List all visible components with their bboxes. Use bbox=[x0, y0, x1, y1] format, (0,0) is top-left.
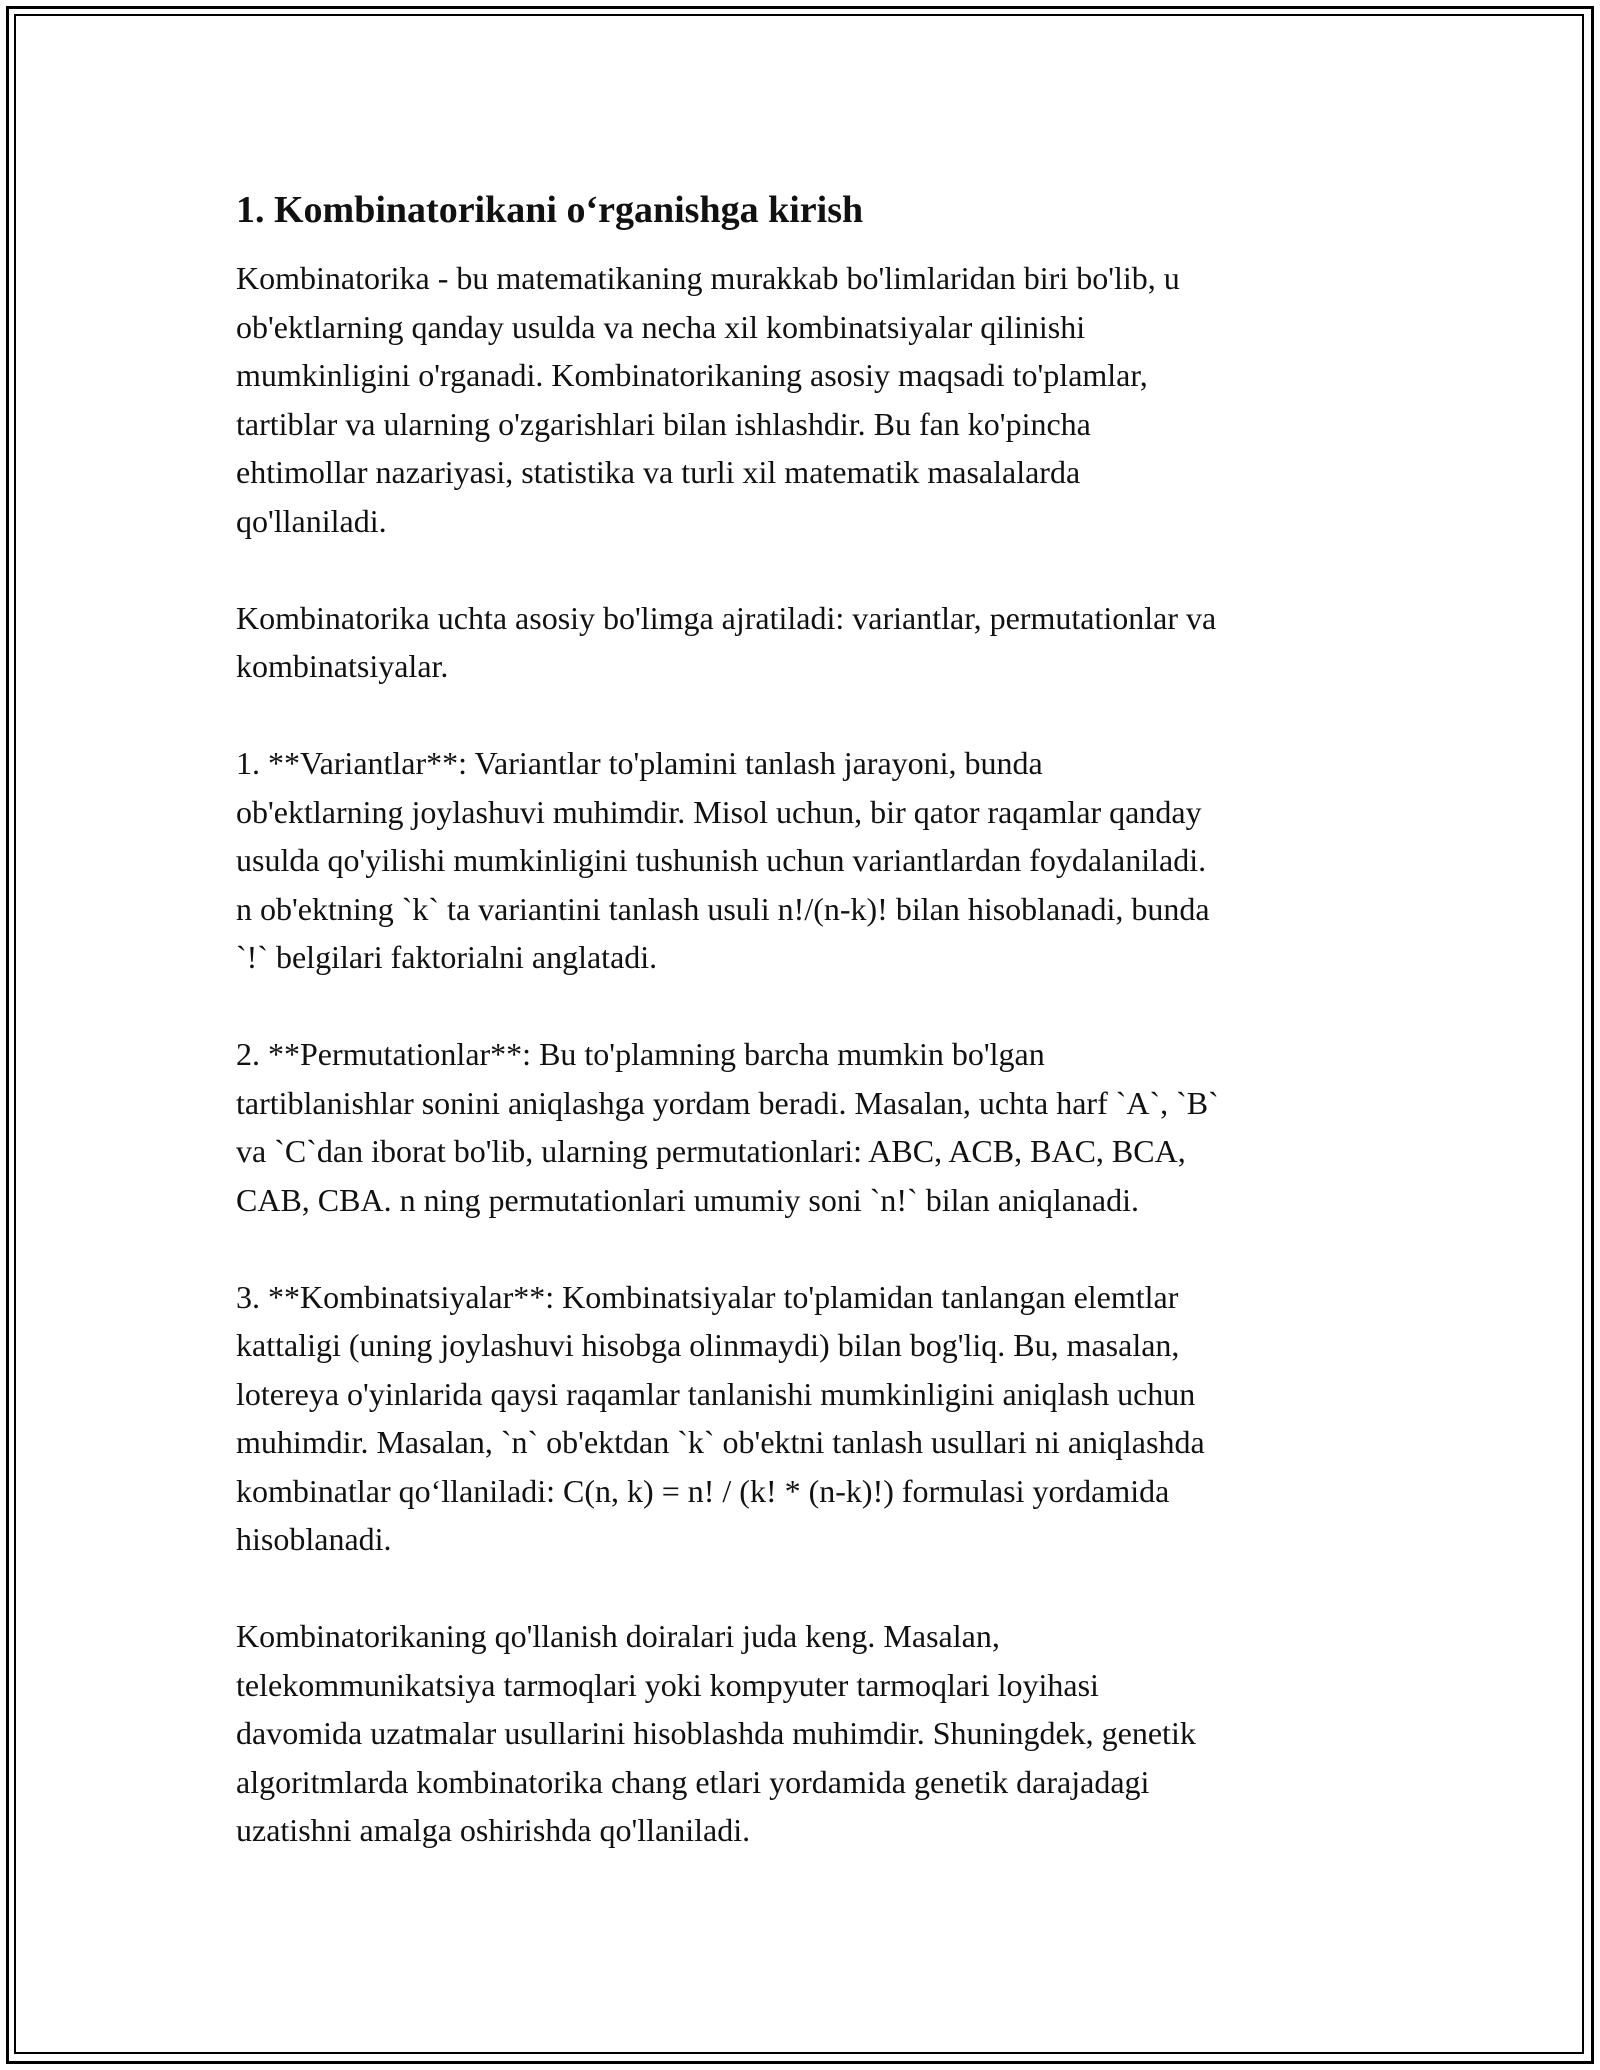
paragraph-sections bbox=[236, 594, 1376, 691]
text-line: usulda qo'yilishi mumkinligini tushunish uchun variantlardan foydalaniladi. bbox=[236, 842, 1207, 878]
paragraph-permutations bbox=[236, 1030, 1376, 1224]
text-line: tartiblanishlar sonini aniqlashga yordam beradi. Masalan, uchta harf `A`, `B` bbox=[236, 1084, 1219, 1121]
text-line: 2. **Permutationlar**: Bu to'plamning barcha mumkin bo'lgan bbox=[236, 1036, 1045, 1072]
text-line: `!` belgilari faktorialni anglatadi. bbox=[236, 939, 658, 975]
paragraph-combinations bbox=[236, 1273, 1376, 1564]
text-line: uzatishni amalga oshirishda qo'llaniladi. bbox=[236, 1812, 751, 1848]
text-line: 3. **Kombinatsiyalar**: Kombinatsiyalar to'plamidan tanlangan elemtlar bbox=[236, 1278, 1179, 1315]
text-line: muhimdir. Masalan, `n` ob'ektdan `k` ob'ektni tanlash usullari ni aniqlashda bbox=[236, 1424, 1205, 1460]
text-line: kombinatsiyalar. bbox=[236, 648, 449, 684]
text-line: Kombinatorika uchta asosiy bo'limga ajratiladi: variantlar, permutationlar va bbox=[236, 599, 1217, 636]
text-line: mumkinligini o'rganadi. Kombinatorikaning asosiy maqsadi to'plamlar, bbox=[236, 357, 1148, 393]
text-line: ob'ektlarning qanday usulda va necha xil kombinatsiyalar qilinishi bbox=[236, 308, 1086, 345]
paragraph-applications bbox=[236, 1612, 1376, 1855]
text-line: 1. **Variantlar**: Variantlar to'plamini tanlash jarayoni, bunda bbox=[236, 745, 1043, 781]
text-line: ob'ektlarning joylashuvi muhimdir. Misol uchun, bir qator raqamlar qanday bbox=[236, 793, 1202, 830]
text-line: ehtimollar nazariyasi, statistika va turli xil matematik masalalarda bbox=[236, 454, 1081, 490]
text-line: kattaligi (uning joylashuvi hisobga olinmaydi) bilan bog'liq. Bu, masalan, bbox=[236, 1327, 1180, 1363]
text-line: qo'llaniladi. bbox=[236, 502, 387, 539]
text-line: va `C`dan iborat bo'lib, ularning permutationlari: ABC, ACB, BAC, BCA, bbox=[236, 1133, 1186, 1169]
paragraph-intro bbox=[236, 254, 1376, 545]
text-line: hisoblanadi. bbox=[236, 1521, 392, 1557]
text-line: kombinatlar qo‘llaniladi: C(n, k) = n! / (k! * (n-k)!) formulasi yordamida bbox=[236, 1472, 1170, 1509]
text-line: algoritmlarda kombinatorika chang etlari yordamida genetik darajadagi bbox=[236, 1763, 1150, 1800]
text-line: lotereya o'yinlarida qaysi raqamlar tanlanishi mumkinligini aniqlash uchun bbox=[236, 1375, 1196, 1412]
paragraph-variants bbox=[236, 739, 1376, 982]
section-heading: 1. Kombinatorikani o‘rganishga kirish bbox=[236, 189, 864, 231]
text-line: Kombinatorikaning qo'llanish doiralari juda keng. Masalan, bbox=[236, 1618, 1000, 1654]
text-line: davomida uzatmalar usullarini hisoblashda muhimdir. Shuningdek, genetik bbox=[236, 1715, 1196, 1751]
text-line: tartiblar va ularning o'zgarishlari bilan ishlashdir. Bu fan ko'pincha bbox=[236, 405, 1091, 442]
text-line: telekommunikatsiya tarmoqlari yoki kompyuter tarmoqlari loyihasi bbox=[236, 1666, 1099, 1703]
document-body bbox=[236, 186, 1376, 1903]
text-line: Kombinatorika - bu matematikaning murakkab bo'limlaridan biri bo'lib, u bbox=[236, 260, 1180, 296]
text-line: n ob'ektning `k` ta variantini tanlash usuli n!/(n-k)! bilan hisoblanadi, bunda bbox=[236, 890, 1210, 927]
text-line: CAB, CBA. n ning permutationlari umumiy soni `n!` bilan aniqlanadi. bbox=[236, 1181, 1139, 1218]
